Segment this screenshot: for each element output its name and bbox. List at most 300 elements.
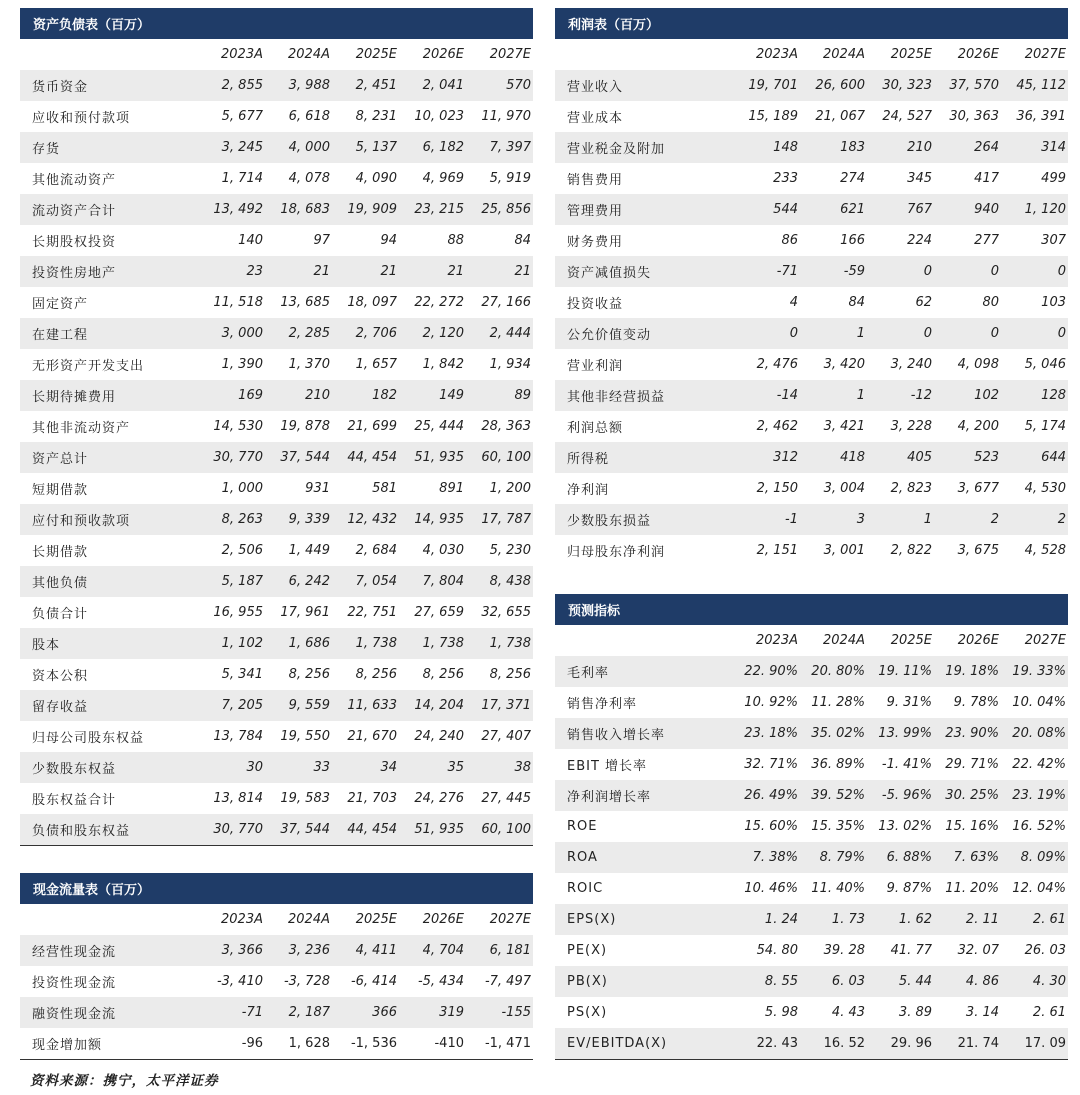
year-header: 2023A: [221, 912, 263, 927]
cell-value: 274: [840, 171, 865, 186]
cell-value: 34: [332, 752, 399, 783]
table-row: [555, 287, 1068, 318]
row-label: 销售收入增长率: [555, 718, 733, 749]
cell-value: 1, 686: [265, 628, 332, 659]
cell-value: 10. 46%: [744, 881, 798, 896]
cell-value: 6. 03: [800, 966, 867, 997]
cell-value: 4, 200: [957, 419, 999, 434]
table-row: [20, 690, 533, 721]
cell-value: 3, 000: [198, 318, 265, 349]
row-label: 营业收入: [555, 70, 733, 101]
cell-value: 13, 784: [213, 729, 263, 744]
cell-value: 418: [800, 442, 867, 473]
cell-value: 44, 454: [332, 442, 399, 473]
cell-value: 22, 751: [347, 605, 397, 620]
row-label: 净利润增长率: [555, 780, 733, 811]
row-label: 营业税金及附加: [555, 132, 733, 163]
cell-value: 0: [867, 318, 934, 349]
table-row: [20, 349, 533, 380]
cell-value: 5, 174: [1024, 419, 1066, 434]
row-label: 固定资产: [32, 297, 89, 312]
cell-value: 32. 07: [957, 943, 999, 958]
row-label: PB(X): [555, 966, 733, 997]
cell-value: -155: [466, 997, 533, 1028]
cashflow-panel: [20, 873, 533, 1060]
cell-value: 1, 000: [221, 481, 263, 496]
cell-value: 6, 182: [399, 132, 466, 163]
cell-value: 4, 969: [422, 171, 464, 186]
cell-value: -5. 96%: [867, 780, 934, 811]
cell-value: 891: [439, 481, 464, 496]
cell-value: 183: [800, 132, 867, 163]
table-row: [20, 318, 533, 349]
cell-value: 13, 492: [198, 194, 265, 225]
table-row: [555, 473, 1068, 504]
row-label: 无形资产开发支出: [32, 359, 145, 374]
balance-sheet-panel: [20, 8, 533, 846]
cell-value: 210: [265, 380, 332, 411]
row-label: 存货: [20, 132, 198, 163]
cell-value: 8, 256: [422, 667, 464, 682]
table-row: [555, 935, 1068, 966]
cell-value: 27, 659: [414, 605, 464, 620]
cell-value: 4, 098: [957, 357, 999, 372]
table-row: [20, 442, 533, 473]
row-label: 资本公积: [32, 669, 89, 684]
year-header: 2023A: [756, 47, 798, 62]
cell-value: 5, 341: [221, 667, 263, 682]
cell-value: 4, 411: [332, 935, 399, 966]
cell-value: 264: [934, 132, 1001, 163]
year-header: 2027E: [489, 47, 531, 62]
cell-value: 94: [380, 233, 397, 248]
cell-value: 19, 909: [332, 194, 399, 225]
row-label: 营业成本: [567, 111, 624, 126]
table-row: [20, 966, 533, 997]
cell-value: 4, 704: [399, 935, 466, 966]
cell-value: 1, 390: [221, 357, 263, 372]
cell-value: 10. 04%: [1012, 695, 1066, 710]
cell-value: 13. 02%: [878, 819, 932, 834]
table-row: [555, 687, 1068, 718]
year-header: 2025E: [890, 47, 932, 62]
cell-value: 23. 90%: [934, 718, 1001, 749]
table-row: [20, 411, 533, 442]
cell-value: 44, 454: [332, 814, 399, 846]
year-header: 2026E: [957, 47, 999, 62]
year-header-row: [555, 625, 1068, 656]
cell-value: 1, 657: [355, 357, 397, 372]
cell-value: 314: [1001, 132, 1068, 163]
cell-value: -1: [733, 504, 800, 535]
cell-value: 30, 770: [198, 814, 265, 846]
table-row: [555, 780, 1068, 811]
cell-value: -3, 728: [283, 974, 330, 989]
cell-value: 405: [867, 442, 934, 473]
cell-value: 37, 544: [265, 814, 332, 846]
row-label: 应收和预付款项: [32, 111, 131, 126]
cell-value: 3, 421: [823, 419, 865, 434]
row-label: 短期借款: [32, 483, 89, 498]
cell-value: 2, 120: [399, 318, 466, 349]
table-row: [555, 225, 1068, 256]
cell-value: 0: [1001, 256, 1068, 287]
cell-value: 22, 272: [414, 295, 464, 310]
cell-value: 523: [934, 442, 1001, 473]
cell-value: 1, 842: [422, 357, 464, 372]
table-row: [555, 535, 1068, 566]
cell-value: 3: [800, 504, 867, 535]
cell-value: 1. 62: [867, 904, 934, 935]
cell-value: 30, 323: [867, 70, 934, 101]
cell-value: 9. 31%: [886, 695, 932, 710]
balance-sheet-title: 资产负债表（百万）: [20, 8, 533, 39]
year-header-row: [20, 904, 533, 935]
cell-value: 2, 444: [466, 318, 533, 349]
cell-value: 1, 738: [332, 628, 399, 659]
cell-value: 570: [466, 70, 533, 101]
cashflow-title: 现金流量表（百万）: [20, 873, 533, 904]
cell-value: 39. 28: [823, 943, 865, 958]
year-header: 2024A: [288, 47, 330, 62]
cell-value: 4. 30: [1001, 966, 1068, 997]
cell-value: 11, 518: [213, 295, 263, 310]
year-header-row: [555, 39, 1068, 70]
table-row: [20, 380, 533, 411]
cell-value: 2, 451: [332, 70, 399, 101]
cell-value: 2, 151: [756, 543, 798, 558]
table-row: [555, 904, 1068, 935]
cell-value: 16. 52%: [1012, 819, 1066, 834]
cell-value: 2, 041: [399, 70, 466, 101]
cell-value: 21: [466, 256, 533, 287]
cell-value: 21, 067: [815, 109, 865, 124]
table-row: [20, 504, 533, 535]
row-label: 少数股东权益: [20, 752, 198, 783]
table-row: [20, 1028, 533, 1060]
cell-value: 11. 28%: [811, 695, 865, 710]
cell-value: 51, 935: [399, 442, 466, 473]
cell-value: 3, 236: [265, 935, 332, 966]
cell-value: 18, 097: [347, 295, 397, 310]
table-row: [20, 721, 533, 752]
cell-value: 2, 506: [221, 543, 263, 558]
cell-value: 1, 738: [399, 628, 466, 659]
table-row: [555, 997, 1068, 1028]
cell-value: 5, 677: [221, 109, 263, 124]
cell-value: 21: [265, 256, 332, 287]
cell-value: 51, 935: [399, 814, 466, 846]
cell-value: 3. 89: [898, 1005, 932, 1020]
cell-value: 366: [332, 997, 399, 1028]
cell-value: 2, 706: [332, 318, 399, 349]
cell-value: 3, 366: [198, 935, 265, 966]
cell-value: 23: [198, 256, 265, 287]
cell-value: -14: [733, 380, 800, 411]
cell-value: 2. 61: [1001, 904, 1068, 935]
cell-value: 4. 86: [934, 966, 1001, 997]
cell-value: 2, 684: [355, 543, 397, 558]
cell-value: 13, 685: [280, 295, 330, 310]
year-header: 2023A: [221, 47, 263, 62]
row-label: 流动资产合计: [20, 194, 198, 225]
cell-value: 11, 970: [481, 109, 531, 124]
cell-value: 17. 09: [1001, 1028, 1068, 1060]
cell-value: 10. 92%: [744, 695, 798, 710]
cell-value: 148: [733, 132, 800, 163]
row-label: ROA: [555, 842, 733, 873]
cell-value: 224: [907, 233, 932, 248]
cell-value: 2, 285: [265, 318, 332, 349]
year-header: 2027E: [1024, 47, 1066, 62]
table-row: [20, 473, 533, 504]
cell-value: 21: [332, 256, 399, 287]
cell-value: 62: [915, 295, 932, 310]
table-row: [555, 811, 1068, 842]
cell-value: 19. 33%: [1001, 656, 1068, 687]
cell-value: 166: [840, 233, 865, 248]
cell-value: 319: [399, 997, 466, 1028]
cell-value: 0: [867, 256, 934, 287]
cell-value: 9, 339: [265, 504, 332, 535]
cell-value: 5. 44: [867, 966, 934, 997]
row-label: PE(X): [567, 943, 608, 958]
table-row: [20, 935, 533, 966]
cell-value: 22. 42%: [1012, 757, 1066, 772]
row-label: 长期借款: [32, 545, 89, 560]
cell-value: 14, 204: [399, 690, 466, 721]
cell-value: 19, 878: [280, 419, 330, 434]
cell-value: 17, 371: [466, 690, 533, 721]
table-row: [20, 997, 533, 1028]
cell-value: 23, 215: [399, 194, 466, 225]
table-row: [20, 535, 533, 566]
table-row: [20, 752, 533, 783]
cell-value: 1, 370: [288, 357, 330, 372]
table-row: [20, 566, 533, 597]
cell-value: 36. 89%: [811, 757, 865, 772]
row-label: 资产总计: [20, 442, 198, 473]
cell-value: 80: [982, 295, 999, 310]
cell-value: 26. 03: [1024, 943, 1066, 958]
row-label: 投资性房地产: [20, 256, 198, 287]
cell-value: 4, 090: [355, 171, 397, 186]
row-label: ROE: [567, 819, 598, 834]
cell-value: 1, 714: [221, 171, 263, 186]
cell-value: 2: [1001, 504, 1068, 535]
cell-value: 2, 855: [198, 70, 265, 101]
cell-value: 1, 934: [489, 357, 531, 372]
cell-value: 19. 11%: [867, 656, 934, 687]
cell-value: 21, 699: [347, 419, 397, 434]
cell-value: -1, 471: [484, 1036, 531, 1051]
table-row: [20, 163, 533, 194]
cell-value: 8, 256: [355, 667, 397, 682]
cell-value: 4. 43: [831, 1005, 865, 1020]
cell-value: 644: [1001, 442, 1068, 473]
cell-value: 233: [773, 171, 798, 186]
cell-value: -59: [800, 256, 867, 287]
cell-value: 21, 670: [347, 729, 397, 744]
table-row: [555, 442, 1068, 473]
cell-value: 6, 242: [265, 566, 332, 597]
cell-value: 32. 71%: [744, 757, 798, 772]
cell-value: 29. 71%: [945, 757, 999, 772]
cell-value: 2, 823: [890, 481, 932, 496]
row-label: EBIT 增长率: [567, 759, 648, 774]
table-row: [555, 349, 1068, 380]
cell-value: -71: [198, 997, 265, 1028]
cell-value: 4, 078: [288, 171, 330, 186]
forecast-title: 预测指标: [555, 594, 1068, 625]
cell-value: 499: [1041, 171, 1066, 186]
table-row: [20, 628, 533, 659]
table-row: [555, 873, 1068, 904]
table-row: [20, 101, 533, 132]
cell-value: 8, 263: [198, 504, 265, 535]
cell-value: -96: [241, 1036, 263, 1051]
cell-value: 2, 822: [890, 543, 932, 558]
row-label: 长期待摊费用: [20, 380, 198, 411]
row-label: 长期股权投资: [32, 235, 117, 250]
cell-value: 8, 231: [355, 109, 397, 124]
cell-value: 3, 004: [823, 481, 865, 496]
year-header: 2023A: [756, 633, 798, 648]
cell-value: 13. 99%: [867, 718, 934, 749]
cell-value: 2, 476: [756, 357, 798, 372]
cell-value: 89: [466, 380, 533, 411]
row-label: 所得税: [555, 442, 733, 473]
cell-value: 0: [1001, 318, 1068, 349]
cell-value: 21, 703: [347, 791, 397, 806]
cell-value: 17, 961: [280, 605, 330, 620]
cashflow-table: [20, 904, 533, 1060]
cell-value: 22. 90%: [733, 656, 800, 687]
cell-value: 7, 054: [332, 566, 399, 597]
cell-value: 38: [466, 752, 533, 783]
year-header: 2024A: [823, 633, 865, 648]
cell-value: 36, 391: [1016, 109, 1066, 124]
cell-value: 8, 438: [466, 566, 533, 597]
cell-value: -410: [434, 1036, 464, 1051]
cell-value: 4, 528: [1024, 543, 1066, 558]
table-row: [20, 814, 533, 846]
cell-value: 3, 001: [823, 543, 865, 558]
row-label: 股东权益合计: [32, 793, 117, 808]
cell-value: -3, 410: [216, 974, 263, 989]
cell-value: 23. 18%: [733, 718, 800, 749]
table-row: [20, 783, 533, 814]
cell-value: 25, 856: [466, 194, 533, 225]
cell-value: 149: [399, 380, 466, 411]
cell-value: 8. 79%: [800, 842, 867, 873]
cell-value: 7, 397: [466, 132, 533, 163]
cell-value: 24, 240: [414, 729, 464, 744]
table-row: [555, 194, 1068, 225]
cell-value: 24, 276: [414, 791, 464, 806]
cell-value: 7, 804: [399, 566, 466, 597]
row-label: 其他流动资产: [32, 173, 117, 188]
table-row: [20, 597, 533, 628]
cell-value: 20. 08%: [1001, 718, 1068, 749]
cell-value: -1. 41%: [881, 757, 932, 772]
cell-value: 2. 61: [1032, 1005, 1066, 1020]
cell-value: 19, 701: [733, 70, 800, 101]
cell-value: 15, 189: [748, 109, 798, 124]
row-label: 财务费用: [567, 235, 624, 250]
cell-value: 12. 04%: [1012, 881, 1066, 896]
cell-value: 11, 633: [332, 690, 399, 721]
cell-value: -12: [867, 380, 934, 411]
cell-value: 6, 618: [288, 109, 330, 124]
table-row: [555, 318, 1068, 349]
cell-value: 1, 102: [198, 628, 265, 659]
cell-value: 39. 52%: [800, 780, 867, 811]
cell-value: 19, 583: [280, 791, 330, 806]
row-label: ROIC: [567, 881, 604, 896]
cell-value: 97: [313, 233, 330, 248]
cell-value: 25, 444: [414, 419, 464, 434]
cell-value: 84: [848, 295, 865, 310]
cell-value: 7, 205: [198, 690, 265, 721]
cell-value: 169: [198, 380, 265, 411]
cell-value: 15. 60%: [744, 819, 798, 834]
year-header: 2024A: [288, 912, 330, 927]
cell-value: 3, 240: [890, 357, 932, 372]
cell-value: 10, 023: [414, 109, 464, 124]
cell-value: 102: [934, 380, 1001, 411]
cell-value: 84: [514, 233, 531, 248]
cell-value: 30: [198, 752, 265, 783]
cell-value: -7, 497: [484, 974, 531, 989]
cell-value: 0: [733, 318, 800, 349]
row-label: 经营性现金流: [20, 935, 198, 966]
cell-value: 4, 530: [1024, 481, 1066, 496]
year-header: 2027E: [489, 912, 531, 927]
forecast-panel: [555, 594, 1068, 1060]
year-header: 2027E: [1024, 633, 1066, 648]
row-label: 少数股东损益: [555, 504, 733, 535]
cell-value: 33: [265, 752, 332, 783]
cell-value: 19. 18%: [934, 656, 1001, 687]
cell-value: 312: [733, 442, 800, 473]
row-label: 投资收益: [567, 297, 624, 312]
cell-value: 22. 43: [733, 1028, 800, 1060]
cell-value: 1, 628: [288, 1036, 330, 1051]
cell-value: 20. 80%: [800, 656, 867, 687]
row-label: 公允价值变动: [555, 318, 733, 349]
cell-value: 1, 449: [288, 543, 330, 558]
cell-value: 60, 100: [466, 814, 533, 846]
cell-value: 27, 407: [481, 729, 531, 744]
cell-value: 277: [974, 233, 999, 248]
table-row: [20, 659, 533, 690]
forecast-table: [555, 625, 1068, 1060]
cell-value: 9. 87%: [886, 881, 932, 896]
row-label: 融资性现金流: [20, 997, 198, 1028]
row-label: 货币资金: [20, 70, 198, 101]
row-label: PS(X): [567, 1005, 608, 1020]
cell-value: 5, 137: [332, 132, 399, 163]
cell-value: 32, 655: [481, 605, 531, 620]
row-label: EV/EBITDA(X): [555, 1028, 733, 1060]
cell-value: 37, 570: [934, 70, 1001, 101]
cell-value: 1, 200: [489, 481, 531, 496]
cell-value: 5, 187: [198, 566, 265, 597]
cell-value: 544: [733, 194, 800, 225]
year-header: 2026E: [422, 47, 464, 62]
cell-value: 21: [399, 256, 466, 287]
